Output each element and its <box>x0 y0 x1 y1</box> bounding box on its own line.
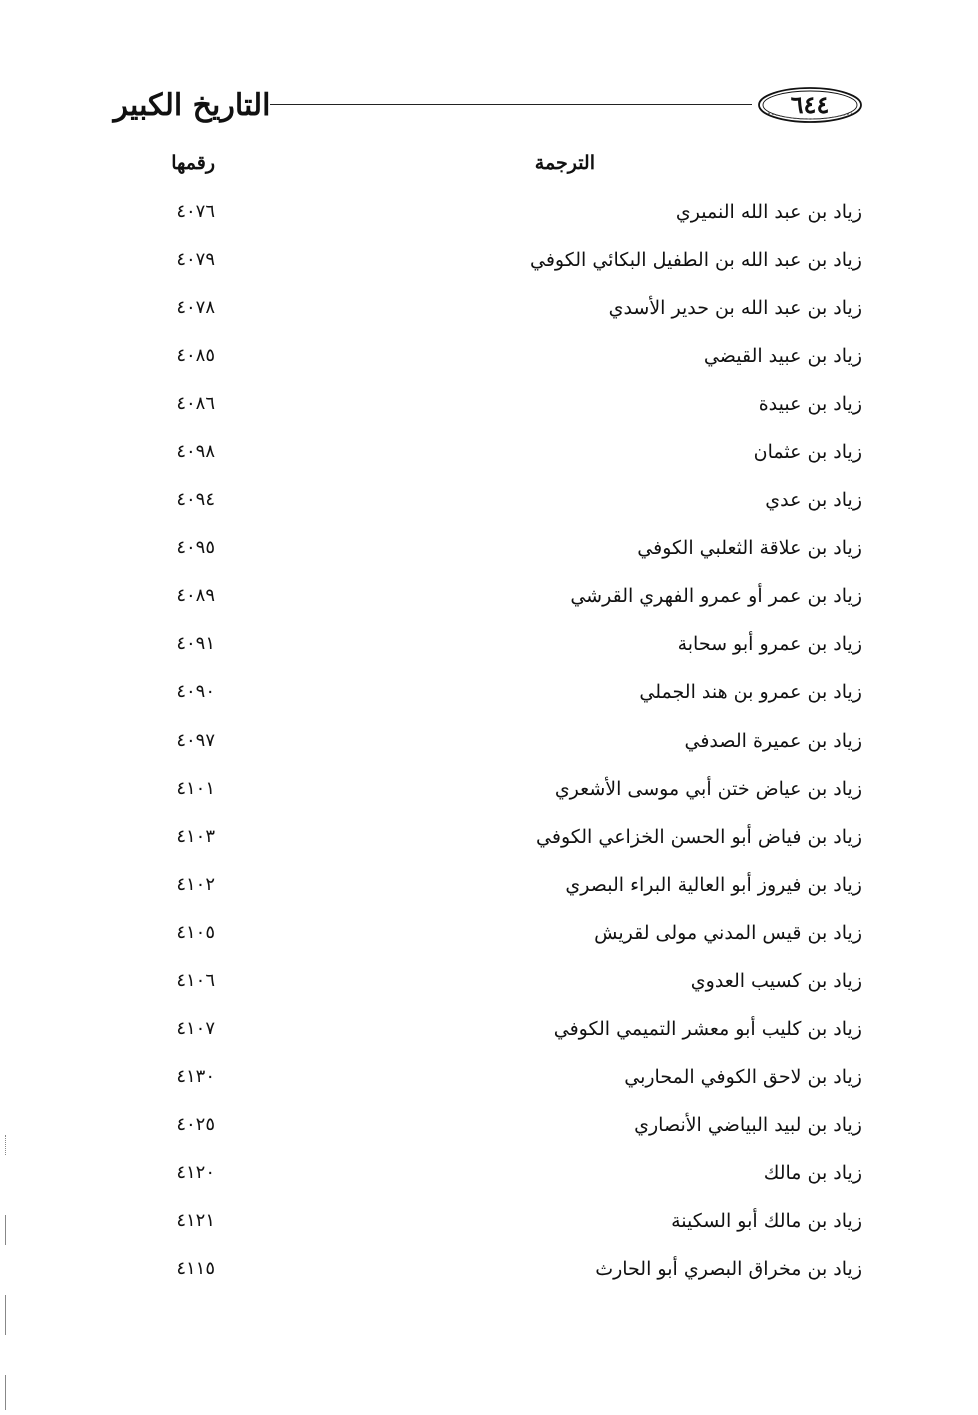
list-item <box>150 1060 862 1108</box>
list-item <box>150 1156 862 1204</box>
entry-number: ٤١٠٣ <box>176 825 215 847</box>
entry-name: زياد بن قيس المدني مولى لقريش <box>594 921 862 944</box>
list-item <box>150 291 862 339</box>
list-item <box>150 1204 862 1252</box>
entry-number: ٤٠٩١ <box>176 633 215 655</box>
list-item <box>150 675 862 723</box>
entry-name: زياد بن عبد الله بن حدير الأسدي <box>608 297 862 320</box>
entry-name: زياد بن عبد الله بن الطفيل البكائي الكوفي <box>530 249 862 272</box>
entry-number: ٤٠٧٦ <box>176 201 215 222</box>
entry-number: ٤٠٩٨ <box>176 441 215 463</box>
entry-name: زياد بن عدي <box>765 489 862 512</box>
column-header-name: الترجمة <box>534 152 595 174</box>
scan-edge-mark <box>5 1135 6 1155</box>
list-item <box>150 1012 862 1060</box>
entry-name: زياد بن فيروز أبو العالية البراء البصري <box>565 873 862 896</box>
scan-edge-mark <box>5 1215 6 1245</box>
list-item <box>150 1108 862 1156</box>
entry-name: زياد بن عمرو أبو سحابة <box>677 633 862 656</box>
running-title: التاريخ الكبير <box>113 88 271 123</box>
entry-name: زياد بن كليب أبو معشر التميمي الكوفي <box>553 1017 862 1040</box>
entry-name: زياد بن عبيد القيضي <box>703 345 862 368</box>
entry-number: ٤٠٩٧ <box>176 729 215 751</box>
entry-number: ٤٠٩٥ <box>176 537 215 559</box>
entry-number: ٤٠٨٦ <box>176 393 215 415</box>
entry-number: ٤١١٥ <box>176 1258 215 1280</box>
list-item <box>150 483 862 531</box>
entry-name: زياد بن فياض أبو الحسن الخزاعي الكوفي <box>536 825 862 848</box>
entry-name: زياد بن لبيد البياضي الأنصاري <box>634 1113 862 1136</box>
entry-number: ٤٠٧٨ <box>176 297 215 319</box>
header-rule <box>270 104 752 105</box>
list-item <box>150 627 862 675</box>
entry-number: ٤٠٢٥ <box>176 1113 215 1135</box>
entry-name: زياد بن عياض ختن أبي موسى الأشعري <box>554 777 862 800</box>
entry-name: زياد بن علاقة الثعلبي الكوفي <box>637 537 862 560</box>
list-item <box>150 531 862 579</box>
scan-edge-mark <box>5 1375 6 1410</box>
list-item <box>150 916 862 964</box>
column-header-number: رقمها <box>171 152 215 174</box>
entry-name: زياد بن عثمان <box>753 441 862 464</box>
entry-number: ٤١٠٧ <box>176 1017 215 1039</box>
list-item <box>150 964 862 1012</box>
entry-name: زياد بن كسيب العدوي <box>690 969 862 992</box>
list-item <box>150 772 862 820</box>
entry-number: ٤١٠١ <box>176 777 215 799</box>
page-number: ٦٤٤ <box>790 90 830 119</box>
entry-name: زياد بن مالك <box>763 1161 862 1184</box>
entry-name: زياد بن عبد الله النميري <box>675 201 862 223</box>
list-item <box>150 339 862 387</box>
entry-number: ٤٠٨٩ <box>176 585 215 607</box>
entry-number: ٤٠٩٠ <box>176 681 215 703</box>
page-number-frame <box>756 85 864 125</box>
list-item <box>150 1252 862 1300</box>
entry-number: ٤٠٩٤ <box>176 489 215 511</box>
entry-name: زياد بن لاحق الكوفي المحاربي <box>624 1065 862 1088</box>
scan-edge-mark <box>5 1295 6 1335</box>
index-list <box>150 195 862 1300</box>
entry-number: ٤١٣٠ <box>176 1065 215 1087</box>
entry-name: زياد بن مالك أبو السكينة <box>671 1209 862 1232</box>
entry-number: ٤١٠٢ <box>176 873 215 895</box>
list-item <box>150 579 862 627</box>
entry-number: ٤٠٨٥ <box>176 345 215 367</box>
page-header <box>112 82 872 132</box>
entry-number: ٤٠٧٩ <box>176 249 215 271</box>
list-item <box>150 243 862 291</box>
list-item <box>150 435 862 483</box>
list-item <box>150 868 862 916</box>
entry-number: ٤١٠٥ <box>176 921 215 943</box>
entry-name: زياد بن مخراق البصري أبو الحارث <box>595 1258 862 1281</box>
entry-name: زياد بن عميرة الصدفي <box>684 729 862 752</box>
entry-name: زياد بن عبيدة <box>758 393 862 416</box>
entry-number: ٤١٢٠ <box>176 1161 215 1183</box>
entry-name: زياد بن عمر أو عمرو الفهري القرشي <box>570 585 862 608</box>
list-item <box>150 820 862 868</box>
entry-name: زياد بن عمرو بن هند الجملي <box>639 681 862 704</box>
entry-number: ٤١٢١ <box>176 1209 215 1231</box>
entry-number: ٤١٠٦ <box>176 969 215 991</box>
list-item <box>150 195 862 243</box>
list-item <box>150 724 862 772</box>
list-item <box>150 387 862 435</box>
